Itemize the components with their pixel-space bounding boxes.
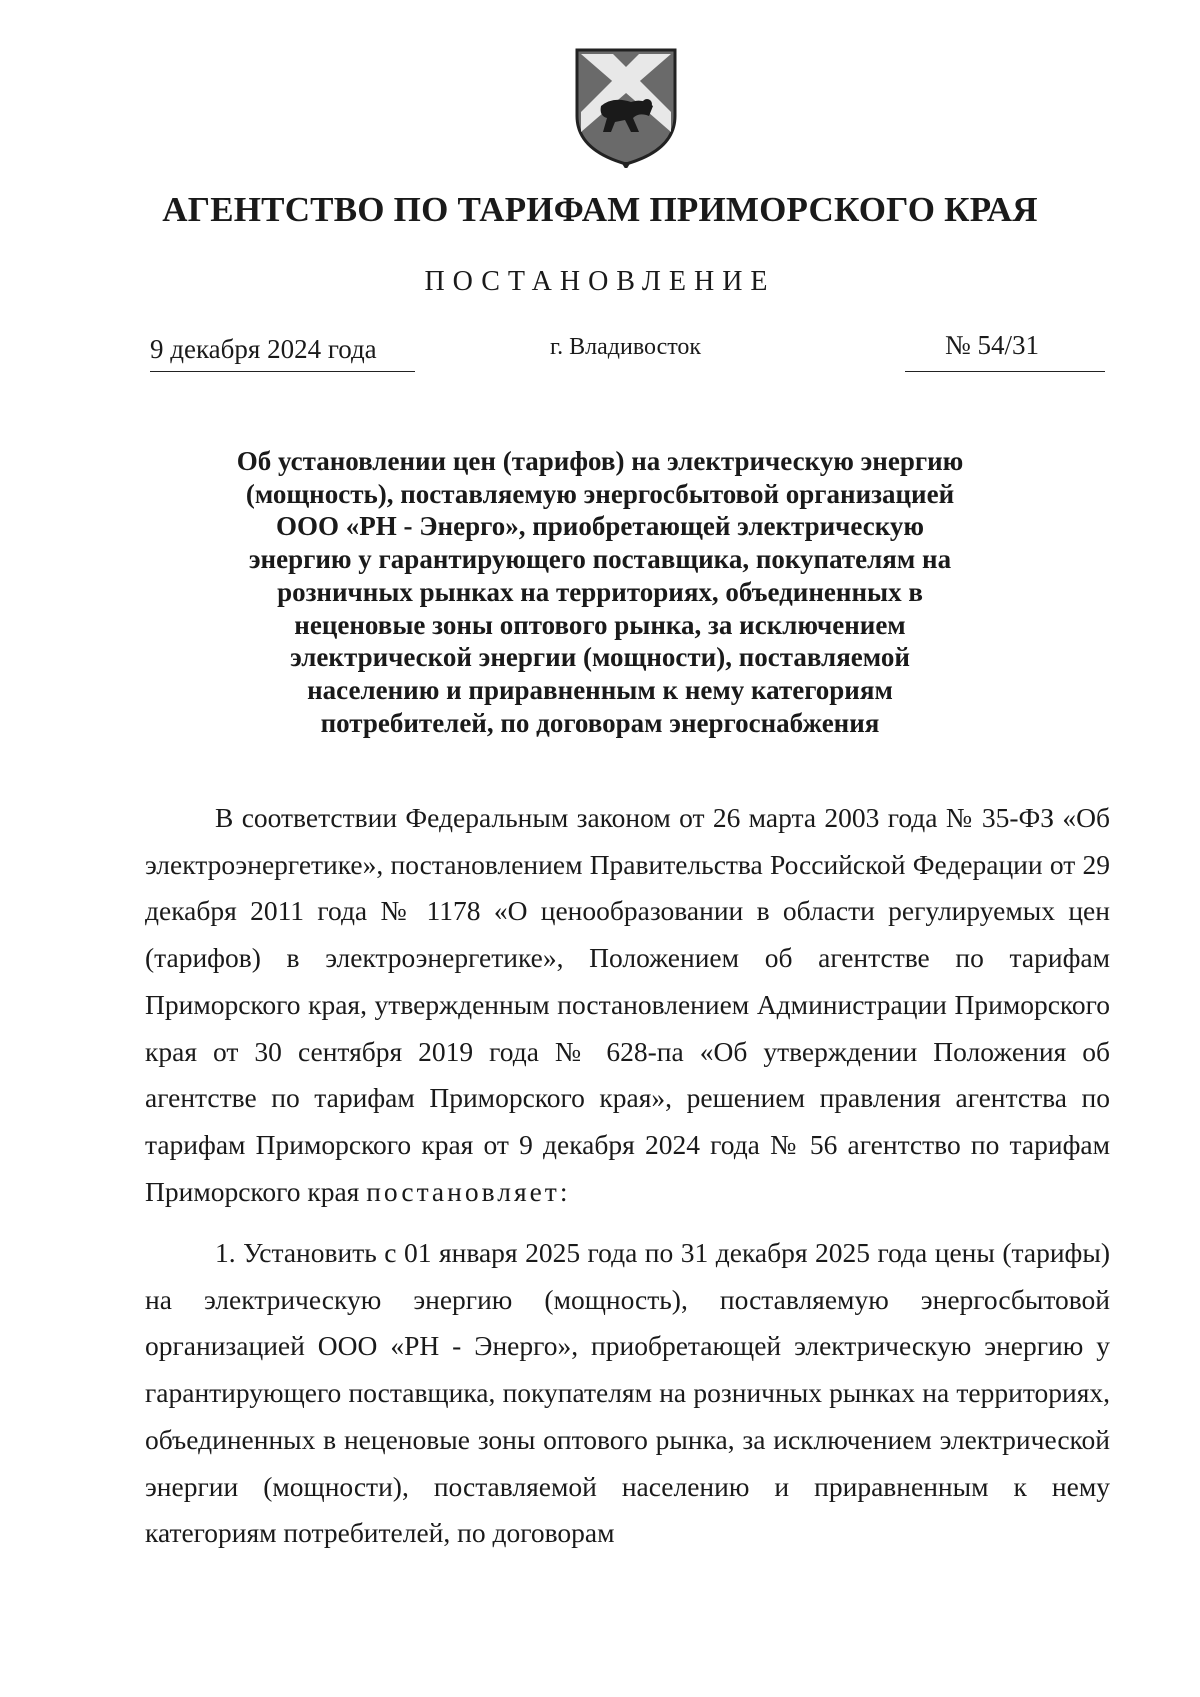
resolves-word: постановляет: xyxy=(366,1175,571,1207)
document-title: Об установлении цен (тарифов) на электрическую энергию (мощность), поставляемую энергосбытовой организацией ООО «РН - Энерго», приобретающей электрическую энергию у гарантирующего поставщика, покупателям на розничных рынках на территориях, объединенных в неценовые зоны оптового рынка, за исключением электрической энергии (мощности), поставляемой населению и приравненным к нему категориям потребителей, по договорам энергоснабжения xyxy=(236,446,964,738)
preamble-text: В соответствии Федеральным законом от 26 марта 2003 года № 35-ФЗ «Об электроэнергетике», постановлением Правительства Российской Федерации от 29 декабря 2011 года № 1178 «О ценообразовании в области регулируемых цен (тарифов) в электроэнергетике», Положением об агентстве по тарифам Приморского края, утвержденным постановлением Администрации Приморского края от 30 сентября 2019 года № 628-па «Об утверждении Положения об агентстве по тарифам Приморского края», решением правления агентства по тарифам Приморского края от 9 декабря 2024 года № 56 агентство по тарифам Приморского края xyxy=(145,802,1110,1207)
agency-name: АГЕНТСТВО ПО ТАРИФАМ ПРИМОРСКОГО КРАЯ xyxy=(162,190,1038,229)
document-type: ПОСТАНОВЛЕНИЕ xyxy=(424,266,776,297)
preamble-paragraph xyxy=(145,795,1110,1215)
document-number: № 54/31 xyxy=(905,330,1105,372)
coat-of-arms-icon xyxy=(573,46,679,168)
item-1-paragraph: 1. Установить с 01 января 2025 года по 31 декабря 2025 года цены (тарифы) на электрическую энергию (мощность), поставляемую энергосбытовой организацией ООО «РН - Энерго», приобретающей электрическую энергию у гарантирующего поставщика, покупателям на розничных рынках на территориях, объединенных в неценовые зоны оптового рынка, за исключением электрической энергии (мощности), поставляемой населению и приравненным к нему категориям потребителей, по договорам xyxy=(145,1237,1110,1549)
document-date: 9 декабря 2024 года xyxy=(150,334,415,372)
document-city: г. Владивосток xyxy=(550,334,702,360)
